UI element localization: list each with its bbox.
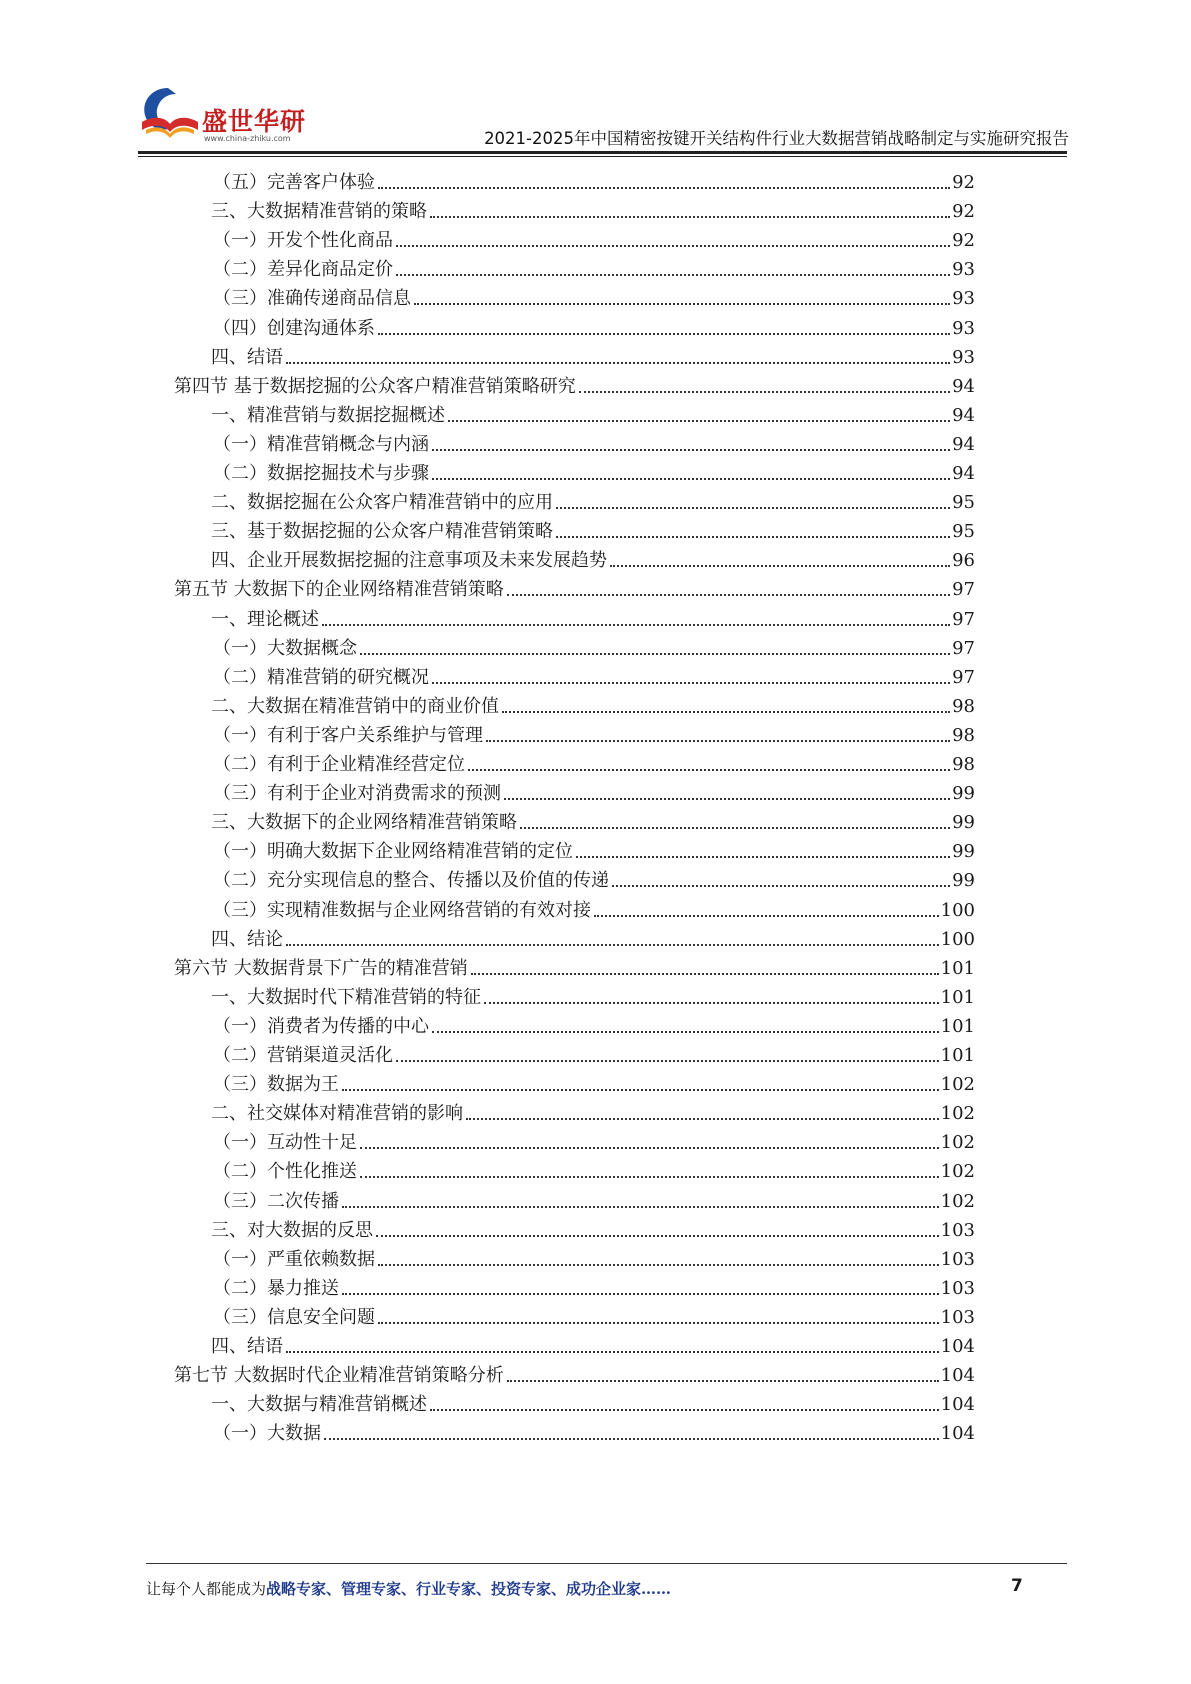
toc-dot-leader [432, 478, 950, 480]
toc-entry-title: （一）互动性十足 [213, 1132, 357, 1154]
toc-entry-title: 四、企业开展数据挖掘的注意事项及未来发展趋势 [211, 550, 607, 572]
toc-entry[interactable] [211, 979, 975, 1009]
toc-entry-page: 97 [952, 637, 975, 659]
toc-dot-leader [507, 594, 950, 596]
toc-entry-page: 99 [952, 783, 975, 805]
toc-dot-leader [448, 420, 950, 422]
toc-entry-title: （二）营销渠道灵活化 [213, 1045, 393, 1066]
toc-dot-leader [502, 711, 950, 713]
toc-entry-page: 95 [952, 521, 975, 543]
toc-entry[interactable] [213, 1066, 975, 1096]
toc-entry-title: （一）大数据概念 [213, 637, 357, 659]
toc-entry-page: 104 [940, 1423, 975, 1445]
toc-dot-leader [286, 362, 950, 364]
toc-entry[interactable] [211, 1095, 975, 1125]
toc-entry[interactable] [213, 1270, 975, 1300]
toc-entry-title: （三）信息安全问题 [213, 1306, 375, 1328]
toc-entry-title: （三）二次传播 [213, 1190, 339, 1212]
toc-dot-leader [556, 536, 950, 538]
toc-dot-leader [612, 885, 950, 887]
toc-dot-leader [378, 1322, 939, 1324]
toc-entry[interactable] [213, 833, 975, 863]
toc-entry-page: 94 [952, 404, 975, 426]
toc-entry[interactable] [211, 484, 975, 514]
toc-entry-title: （三）数据为王 [213, 1074, 339, 1096]
toc-entry[interactable] [211, 397, 975, 427]
toc-entry-page: 93 [952, 288, 975, 310]
toc-entry[interactable] [213, 1299, 975, 1329]
toc-dot-leader [594, 915, 939, 917]
toc-entry-title: 二、大数据在精准营销中的商业价值 [211, 695, 499, 717]
page-number: 7 [1011, 1576, 1023, 1596]
toc-entry[interactable] [211, 1212, 975, 1242]
toc-entry-page: 99 [952, 870, 975, 892]
toc-dot-leader [484, 1002, 939, 1004]
toc-entry-title: （一）大数据 [213, 1423, 321, 1445]
toc-entry[interactable] [174, 950, 975, 980]
toc-dot-leader [324, 1438, 939, 1440]
toc-entry-title: 二、数据挖掘在公众客户精准营销中的应用 [211, 492, 553, 514]
toc-entry[interactable] [213, 630, 975, 660]
toc-dot-leader [286, 944, 939, 946]
toc-entry[interactable] [213, 659, 975, 689]
toc-entry-title: （五）完善客户体验 [213, 172, 375, 193]
toc-entry[interactable] [213, 455, 975, 485]
toc-entry-title: （二）精准营销的研究概况 [213, 666, 429, 688]
toc-entry-page: 94 [952, 375, 975, 397]
toc-entry[interactable] [213, 746, 975, 776]
toc-entry-title: 四、结论 [211, 928, 283, 950]
toc-entry-title: 三、基于数据挖掘的公众客户精准营销策略 [211, 521, 553, 543]
toc-dot-leader [342, 1089, 939, 1091]
toc-dot-leader [360, 1147, 939, 1149]
toc-entry-title: （三）准确传递商品信息 [213, 288, 411, 310]
toc-entry-page: 99 [952, 841, 975, 863]
toc-entry-title: 四、结语 [211, 1336, 283, 1357]
footer-slogan-prefix: 让每个人都能成为 [146, 1580, 267, 1598]
toc-entry[interactable] [213, 1153, 975, 1183]
toc-dot-leader [286, 1351, 939, 1353]
toc-entry[interactable] [213, 251, 975, 281]
toc-dot-leader [486, 740, 950, 742]
toc-dot-leader [360, 653, 950, 655]
toc-entry[interactable] [213, 310, 975, 340]
toc-entry-page: 104 [940, 1394, 975, 1416]
toc-dot-leader [507, 1380, 939, 1382]
toc-entry-page: 103 [940, 1306, 975, 1328]
toc-entry-title: 二、社交媒体对精准营销的影响 [211, 1103, 463, 1125]
toc-entry[interactable] [211, 1328, 975, 1358]
logo-name: 盛世华研 [202, 107, 307, 136]
toc-entry-page: 94 [952, 433, 975, 455]
toc-entry-page: 103 [940, 1219, 975, 1241]
toc-dot-leader [378, 333, 950, 335]
toc-entry[interactable] [213, 280, 975, 310]
toc-dot-leader [378, 187, 950, 189]
toc-dot-leader [432, 449, 950, 451]
toc-entry-page: 102 [940, 1190, 975, 1212]
toc-entry[interactable] [174, 368, 975, 398]
toc-entry-title: 一、精准营销与数据挖掘概述 [211, 404, 445, 426]
toc-entry-page: 102 [940, 1074, 975, 1096]
toc-dot-leader [360, 1176, 939, 1178]
toc-dot-leader [396, 274, 950, 276]
toc-entry-title: （一）严重依赖数据 [213, 1248, 375, 1270]
toc-entry[interactable] [213, 1415, 975, 1445]
toc-entry-title: 一、大数据与精准营销概述 [211, 1394, 427, 1416]
header-divider [138, 151, 1067, 154]
toc-entry-title: 一、理论概述 [211, 608, 319, 630]
toc-entry[interactable] [211, 542, 975, 572]
toc-dot-leader [396, 1060, 939, 1062]
toc-dot-leader [579, 391, 950, 393]
toc-entry[interactable] [211, 1386, 975, 1416]
toc-entry-page: 100 [940, 899, 975, 921]
logo-emblem-icon [138, 82, 202, 142]
toc-entry-title: （一）有利于客户关系维护与管理 [213, 724, 483, 746]
toc-entry-page: 101 [940, 1015, 975, 1037]
toc-entry-title: （二）数据挖掘技术与步骤 [213, 463, 429, 484]
toc-dot-leader [342, 1206, 939, 1208]
toc-entry-page: 93 [952, 259, 975, 281]
toc-entry-title: （二）充分实现信息的整合、传播以及价值的传递 [213, 870, 609, 892]
toc-entry-page: 92 [952, 230, 975, 252]
toc-entry-page: 98 [952, 724, 975, 746]
toc-entry[interactable] [174, 571, 975, 601]
toc-entry[interactable] [211, 804, 975, 834]
toc-entry[interactable] [211, 339, 975, 369]
toc-entry-page: 100 [940, 928, 975, 950]
toc-entry-page: 98 [952, 754, 975, 775]
toc-entry-title: （一）精准营销概念与内涵 [213, 433, 429, 455]
toc-entry-title: 第六节 大数据背景下广告的精准营销 [174, 957, 468, 979]
toc-dot-leader [466, 1118, 939, 1120]
toc-entry-title: 第七节 大数据时代企业精准营销策略分析 [174, 1365, 504, 1387]
toc-entry-title: （二）有利于企业精准经营定位 [213, 754, 465, 775]
toc-entry-page: 96 [952, 550, 975, 572]
toc-entry-title: （四）创建沟通体系 [213, 317, 375, 339]
footer-slogan [146, 1578, 671, 1599]
toc-entry[interactable] [213, 775, 975, 805]
footer-slogan-highlight: 战略专家、管理专家、行业专家、投资专家、成功企业家…… [266, 1580, 672, 1598]
toc-entry[interactable] [213, 426, 975, 456]
toc-entry-page: 103 [940, 1277, 975, 1299]
toc-dot-leader [432, 1031, 939, 1033]
toc-dot-leader [414, 303, 950, 305]
toc-entry-title: （一）明确大数据下企业网络精准营销的定位 [213, 841, 573, 863]
report-title: 2021-2025年中国精密按键开关结构件行业大数据营销战略制定与实施研究报告 [484, 129, 1069, 148]
toc-dot-leader [430, 216, 950, 218]
toc-dot-leader [430, 1409, 939, 1411]
toc-entry-title: 第四节 基于数据挖掘的公众客户精准营销策略研究 [174, 375, 576, 397]
toc-dot-leader [342, 1293, 939, 1295]
toc-entry-title: 三、对大数据的反思 [211, 1219, 373, 1241]
toc-entry-page: 102 [940, 1103, 975, 1125]
toc-dot-leader [576, 856, 950, 858]
toc-entry-page: 97 [952, 666, 975, 688]
toc-dot-leader [432, 682, 950, 684]
toc-dot-leader [520, 827, 950, 829]
toc-entry-page: 92 [952, 201, 975, 223]
toc-entry-page: 102 [940, 1161, 975, 1183]
toc-entry-page: 101 [940, 957, 975, 979]
toc-entry-title: 第五节 大数据下的企业网络精准营销策略 [174, 579, 504, 601]
toc-entry-page: 94 [952, 463, 975, 484]
toc-entry[interactable] [211, 513, 975, 543]
toc-dot-leader [471, 973, 939, 975]
toc-entry-title: （二）暴力推送 [213, 1277, 339, 1299]
toc-entry-title: 三、大数据精准营销的策略 [211, 201, 427, 223]
toc-entry-page: 104 [940, 1365, 975, 1387]
toc-entry-title: （一）消费者为传播的中心 [213, 1015, 429, 1037]
toc-entry-page: 103 [940, 1248, 975, 1270]
logo-url: www.china-zhiku.com [204, 134, 291, 143]
toc-dot-leader [610, 565, 950, 567]
toc-entry-page: 93 [952, 317, 975, 339]
toc-entry[interactable] [211, 921, 975, 951]
toc-entry-page: 97 [952, 579, 975, 601]
toc-entry[interactable] [211, 193, 975, 223]
toc-entry-title: 一、大数据时代下精准营销的特征 [211, 986, 481, 1008]
toc-entry-page: 98 [952, 695, 975, 717]
toc-entry[interactable] [213, 222, 975, 252]
toc-entry-title: 四、结语 [211, 346, 283, 368]
toc-entry[interactable] [213, 1008, 975, 1038]
toc-entry-page: 101 [940, 986, 975, 1008]
toc-entry-title: （一）开发个性化商品 [213, 230, 393, 252]
toc-entry-page: 93 [952, 346, 975, 368]
toc-entry[interactable] [213, 1183, 975, 1213]
toc-entry-title: （二）个性化推送 [213, 1161, 357, 1183]
toc-entry-page: 104 [940, 1336, 975, 1357]
toc-entry-page: 95 [952, 492, 975, 514]
toc-entry-page: 102 [940, 1132, 975, 1154]
toc-entry[interactable] [211, 601, 975, 631]
toc-entry-title: （二）差异化商品定价 [213, 259, 393, 281]
toc-dot-leader [322, 624, 950, 626]
toc-entry[interactable] [174, 1357, 975, 1387]
toc-entry[interactable] [211, 688, 975, 718]
company-logo [138, 82, 308, 148]
toc-entry[interactable] [213, 1241, 975, 1271]
footer-divider [146, 1563, 1067, 1564]
toc-entry-title: （三）有利于企业对消费需求的预测 [213, 783, 501, 805]
toc-dot-leader [378, 1264, 939, 1266]
toc-entry-title: 三、大数据下的企业网络精准营销策略 [211, 812, 517, 834]
toc-entry-page: 92 [952, 172, 975, 193]
toc-dot-leader [376, 1235, 939, 1237]
toc-dot-leader [396, 245, 950, 247]
header-divider-thin [138, 156, 1067, 157]
toc-dot-leader [468, 769, 950, 771]
toc-dot-leader [504, 798, 950, 800]
toc-entry[interactable] [213, 862, 975, 892]
toc-entry-page: 97 [952, 608, 975, 630]
toc-entry-title: （三）实现精准数据与企业网络营销的有效对接 [213, 899, 591, 921]
toc-entry[interactable] [213, 1037, 975, 1067]
toc-entry[interactable] [213, 892, 975, 922]
toc-dot-leader [556, 507, 950, 509]
toc-entry-page: 99 [952, 812, 975, 834]
toc-entry[interactable] [213, 164, 975, 194]
toc-entry[interactable] [213, 717, 975, 747]
toc-entry[interactable] [213, 1124, 975, 1154]
toc-entry-page: 101 [940, 1045, 975, 1066]
